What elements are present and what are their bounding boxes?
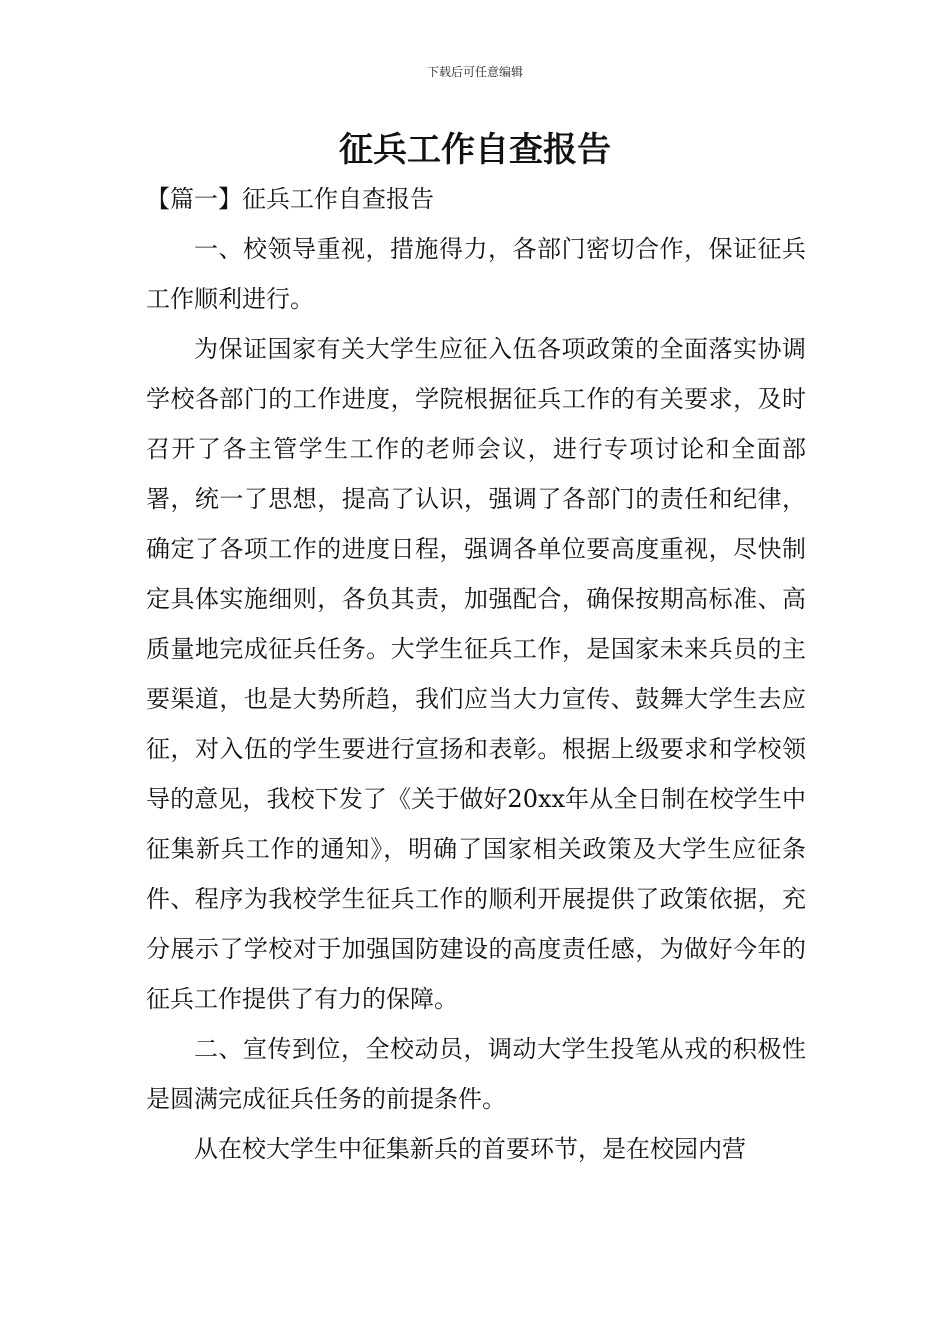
section-heading: 【篇一】征兵工作自查报告	[146, 185, 434, 213]
header-note: 下载后可任意编辑	[426, 65, 523, 79]
document-body	[146, 174, 806, 1174]
paragraph: 一、校领导重视，措施得力，各部门密切合作，保证征兵工作顺利进行。	[146, 235, 806, 313]
paragraph: 二、宣传到位，全校动员，调动大学生投笔从戎的积极性是圆满完成征兵任务的前提条件。	[146, 1035, 806, 1113]
paragraph: 从在校大学生中征集新兵的首要环节，是在校园内营	[194, 1135, 746, 1163]
document-title: 征兵工作自查报告	[339, 130, 611, 170]
paragraph: 为保证国家有关大学生应征入伍各项政策的全面落实协调学校各部门的工作进度，学院根据征兵工作的有关要求，及时召开了各主管学生工作的老师会议，进行专项讨论和全面部署，统一了思想，提高了认识，强调了各部门的责任和纪律，确定了各项工作的进度日程，强调各单位要高度重视，尽快制定具体实施细则，各负其责，加强配合，确保按期高标准、高质量地完成征兵任务。大学生征兵工作，是国家未来兵员的主要渠道，也是大势所趋，我们应当大力宣传、鼓舞大学生去应征，对入伍的学生要进行宣扬和表彰。根据上级要求和学校领导的意见，我校下发了《关于做好20xx年从全日制在校学生中征集新兵工作的通知》，明确了国家相关政策及大学生应征条件、程序为我校学生征兵工作的顺利开展提供了政策依据，充分展示了学校对于加强国防建设的高度责任感，为做好今年的征兵工作提供了有力的保障。	[146, 335, 806, 1013]
